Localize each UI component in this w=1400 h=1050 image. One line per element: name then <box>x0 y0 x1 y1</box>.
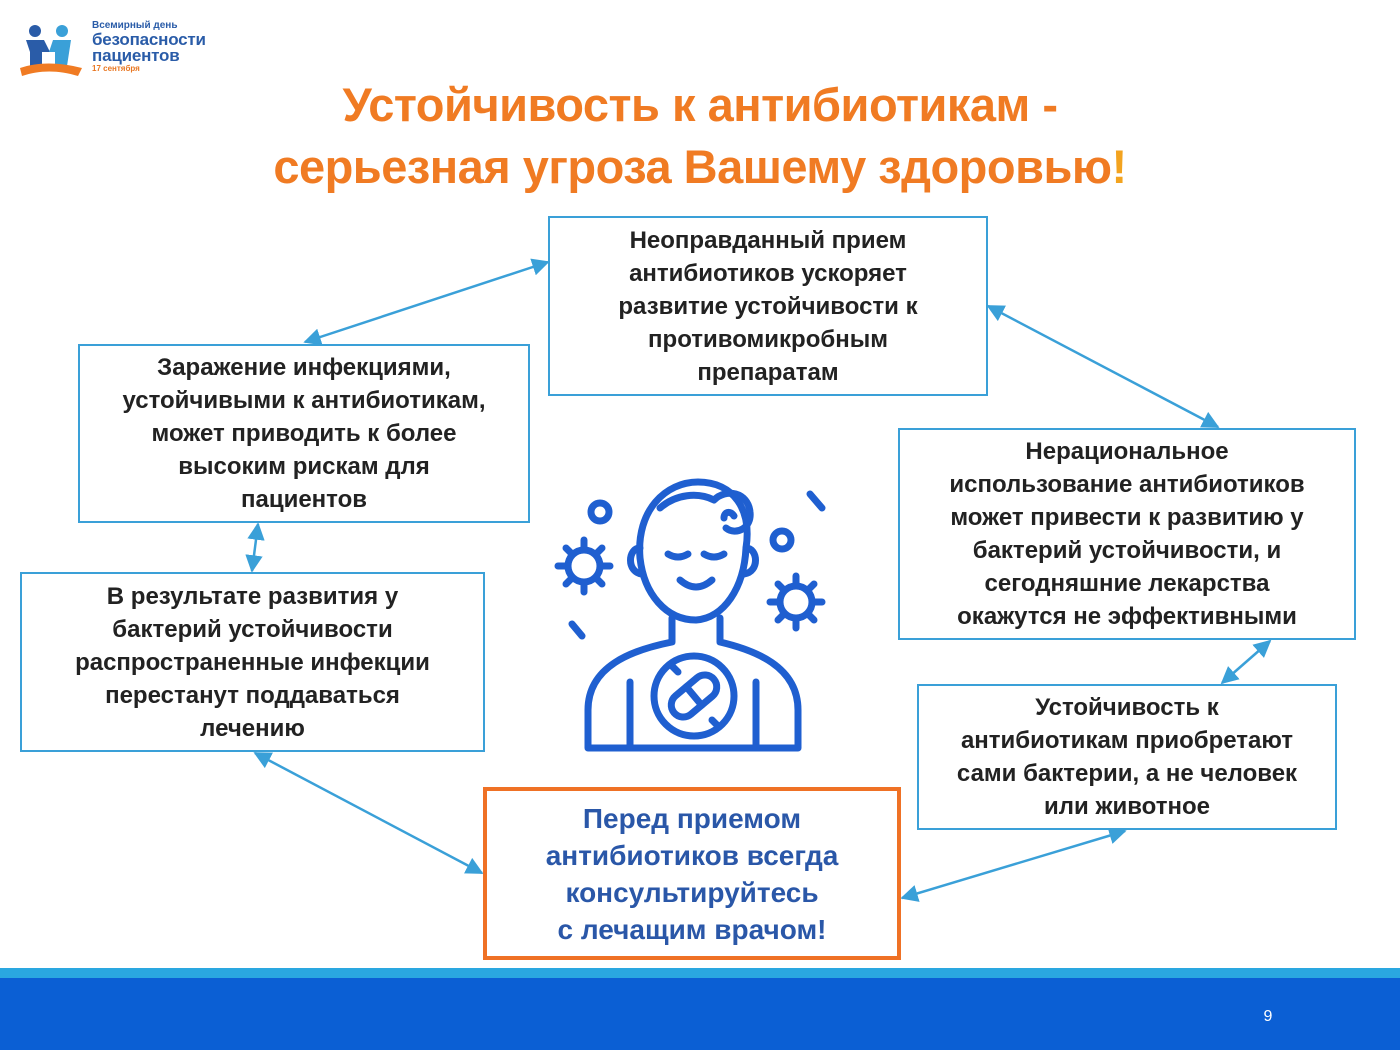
box-text-line: антибиотикам приобретают <box>960 727 1294 754</box>
box-irrational-use <box>898 428 1356 640</box>
box-infections-untreatable <box>20 572 485 752</box>
title-line-2-text: серьезная угроза Вашему здоровью <box>273 140 1112 193</box>
box-text-line: или животное <box>1044 793 1210 820</box>
box-text-line: сегодняшние лекарства <box>984 570 1270 597</box>
box-text-line: Нерациональное <box>1025 438 1229 465</box>
arrow-left-bottom-to-center <box>255 753 482 873</box>
box-bacteria-acquire-resistance <box>917 684 1337 830</box>
box-resistant-infections-risk <box>78 344 530 523</box>
arrow-right-bottom-to-center <box>902 831 1125 898</box>
footer-bar <box>0 978 1400 1050</box>
box-text-line: распространенные инфекции <box>75 648 430 676</box>
box-text-line: использование антибиотиков <box>949 471 1305 498</box>
logo-date: 17 сентября <box>92 64 140 73</box>
box-consult-doctor <box>483 787 901 960</box>
arrow-left-top-to-left-bottom <box>252 524 258 571</box>
box-text-line: высоким рискам для <box>178 453 430 480</box>
page-number: 9 <box>1263 1008 1273 1025</box>
box-text-line: антибиотиков всегда <box>545 839 839 871</box>
title-line-1: Устойчивость к антибиотикам - <box>342 78 1058 131</box>
box-text-line: может приводить к более <box>151 420 457 447</box>
logo-line-1: Всемирный день <box>92 20 178 31</box>
footer-accent-line <box>0 968 1400 978</box>
box-text-line: может привести к развитию у <box>950 504 1304 531</box>
box-text-line: антибиотиков ускоряет <box>629 259 907 287</box>
logo-line-2: безопасности <box>92 30 206 49</box>
box-text-line: препаратам <box>697 358 839 386</box>
arrow-right-top-to-right-bottom <box>1222 641 1270 683</box>
box-text-line: Неоправданный прием <box>629 226 907 254</box>
box-text-line: развитие устойчивости к <box>618 292 918 320</box>
box-text-line: сами бактерии, а не человек <box>956 760 1298 787</box>
title-exclamation: ! <box>1111 140 1127 193</box>
box-text-line: бактерий устойчивости, и <box>972 537 1282 564</box>
arrow-top-to-right-top <box>988 306 1218 427</box>
box-text-line: с лечащим врачом! <box>557 913 827 945</box>
box-text-line: перестанут поддаваться <box>105 681 400 709</box>
box-text-line: Устойчивость к <box>1035 694 1219 721</box>
box-text-line: В результате развития у <box>106 582 399 610</box>
box-unjustified-use <box>548 216 988 396</box>
box-text-line: противомикробным <box>648 325 888 353</box>
box-text-line: лечению <box>200 714 305 742</box>
person-with-bacteria-and-pill-icon <box>548 470 838 755</box>
box-text-line: пациентов <box>240 486 368 513</box>
box-text-line: бактерий устойчивости <box>112 615 393 643</box>
box-text-line: окажутся не эффективными <box>957 603 1297 630</box>
logo-line-3: пациентов <box>92 46 180 65</box>
box-text-line: устойчивыми к антибиотикам, <box>122 387 486 414</box>
arrow-top-to-left-top <box>305 262 548 342</box>
box-text-line: Перед приемом <box>582 802 802 834</box>
box-text-line: консультируйтесь <box>565 876 819 908</box>
box-text-line: Заражение инфекциями, <box>157 354 451 381</box>
